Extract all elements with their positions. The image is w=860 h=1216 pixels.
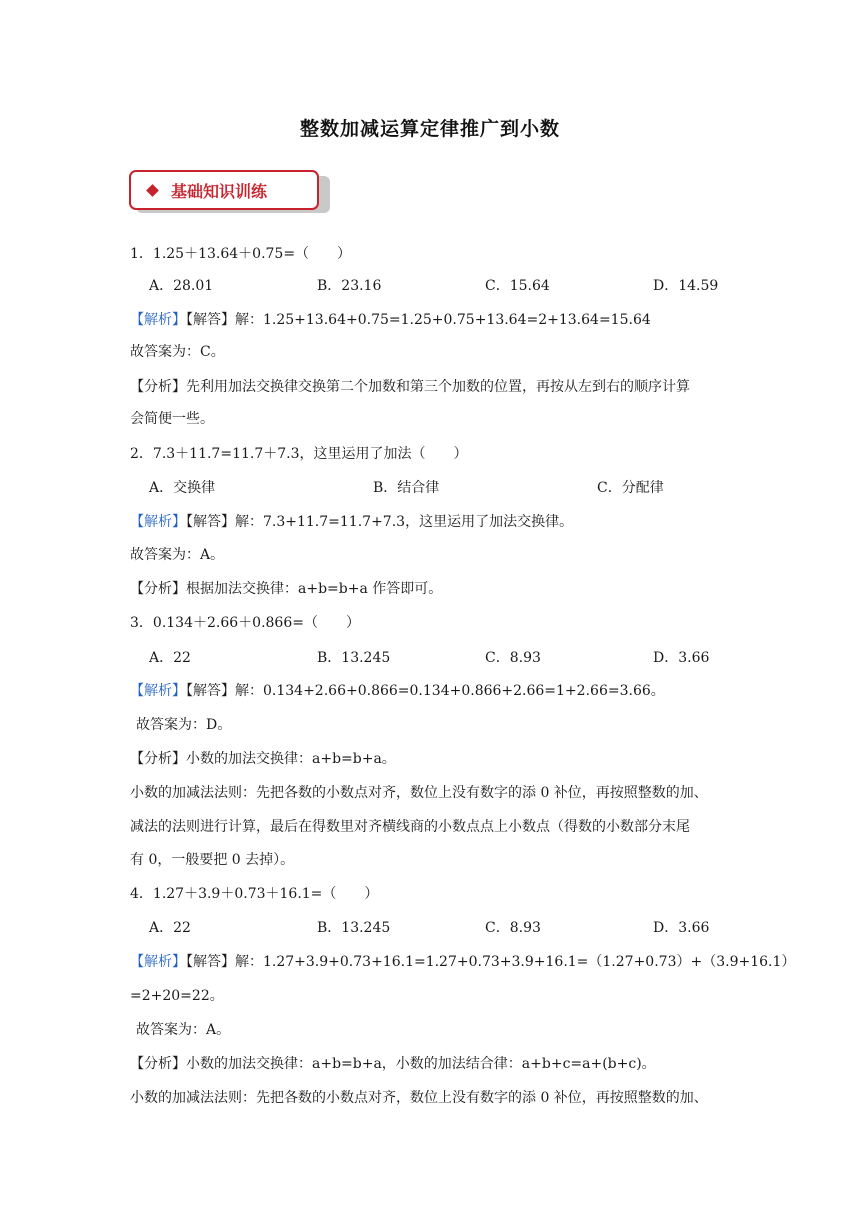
q1-jiexi-tag: 【解析】	[130, 312, 186, 328]
q1-option-c: C．15.64	[485, 278, 550, 294]
q4-answer: 故答案为：A。	[136, 1022, 231, 1038]
q1-analysis-1: 【分析】先利用加法交换律交换第二个加数和第三个加数的位置，再按从左到右的顺序计算	[130, 379, 690, 395]
q1-solution	[130, 310, 651, 330]
q4-stem: 4．1.27＋3.9＋0.73＋16.1=（ ）	[130, 886, 379, 902]
q4-option-b: B．13.245	[317, 920, 391, 936]
q4-jiexi-tag: 【解析】	[130, 954, 186, 970]
q4-option-c: C．8.93	[485, 920, 541, 936]
page-title: 整数加减运算定律推广到小数	[299, 118, 560, 140]
q3-rule-1: 小数的加减法法则：先把各数的小数点对齐，数位上没有数字的添 0 补位，再按照整数的加、	[130, 785, 708, 801]
q4-solution	[130, 952, 795, 972]
q2-stem: 2．7.3＋11.7=11.7＋7.3，这里运用了加法（ ）	[130, 446, 468, 462]
q1-stem: 1．1.25＋13.64＋0.75=（ ）	[130, 246, 352, 262]
q3-stem: 3．0.134＋2.66＋0.866=（ ）	[130, 615, 360, 631]
q4-option-a: A．22	[149, 920, 191, 936]
q4-option-d: D．3.66	[653, 920, 710, 936]
q3-option-b: B．13.245	[317, 650, 391, 666]
q3-answer: 故答案为：D。	[136, 717, 232, 733]
q1-answer: 故答案为：C。	[130, 344, 225, 360]
q1-option-d: D．14.59	[653, 278, 719, 294]
diamond-bullet-icon	[146, 184, 159, 197]
q1-option-a: A．28.01	[149, 278, 214, 294]
section-banner-label: 基础知识训练	[171, 181, 268, 201]
q3-rule-2: 减法的法则进行计算，最后在得数里对齐横线商的小数点点上小数点（得数的小数部分末尾	[130, 819, 690, 835]
q2-answer: 故答案为：A。	[130, 547, 225, 563]
q3-jiexi-tag: 【解析】	[130, 683, 186, 699]
q2-jiexi-tag: 【解析】	[130, 514, 186, 530]
q4-analysis: 【分析】小数的加法交换律：a+b=b+a，小数的加法结合律：a+b+c=a+(b+c)。	[130, 1056, 656, 1072]
q4-solution-2: =2+20=22。	[130, 988, 224, 1004]
q3-solution	[130, 681, 665, 701]
q2-option-c: C．分配律	[597, 480, 664, 496]
q2-analysis: 【分析】根据加法交换律：a+b=b+a 作答即可。	[130, 581, 443, 597]
q1-jieda: 【解答】解：1.25+13.64+0.75=1.25+0.75+13.64=2+13.64=15.64	[186, 312, 651, 328]
q2-option-b: B．结合律	[373, 480, 440, 496]
q2-option-a: A．交换律	[149, 480, 216, 496]
q1-option-b: B．23.16	[317, 278, 382, 294]
q4-jieda-1: 【解答】解：1.27+3.9+0.73+16.1=1.27+0.73+3.9+16.1=（1.27+0.73）+（3.9+16.1）	[186, 954, 796, 970]
section-banner	[129, 170, 319, 210]
q4-rule-1: 小数的加减法法则：先把各数的小数点对齐，数位上没有数字的添 0 补位，再按照整数的加、	[130, 1090, 708, 1106]
q3-option-a: A．22	[149, 650, 191, 666]
q2-solution	[130, 512, 573, 532]
q3-rule-3: 有 0，一般要把 0 去掉）。	[130, 852, 295, 868]
q3-option-c: C．8.93	[485, 650, 541, 666]
q2-jieda: 【解答】解：7.3+11.7=11.7+7.3，这里运用了加法交换律。	[186, 514, 574, 530]
q1-analysis-2: 会简便一些。	[130, 411, 214, 427]
q3-jieda: 【解答】解：0.134+2.66+0.866=0.134+0.866+2.66=1+2.66=3.66。	[186, 683, 665, 699]
q3-analysis: 【分析】小数的加法交换律：a+b=b+a。	[130, 751, 396, 767]
q3-option-d: D．3.66	[653, 650, 710, 666]
